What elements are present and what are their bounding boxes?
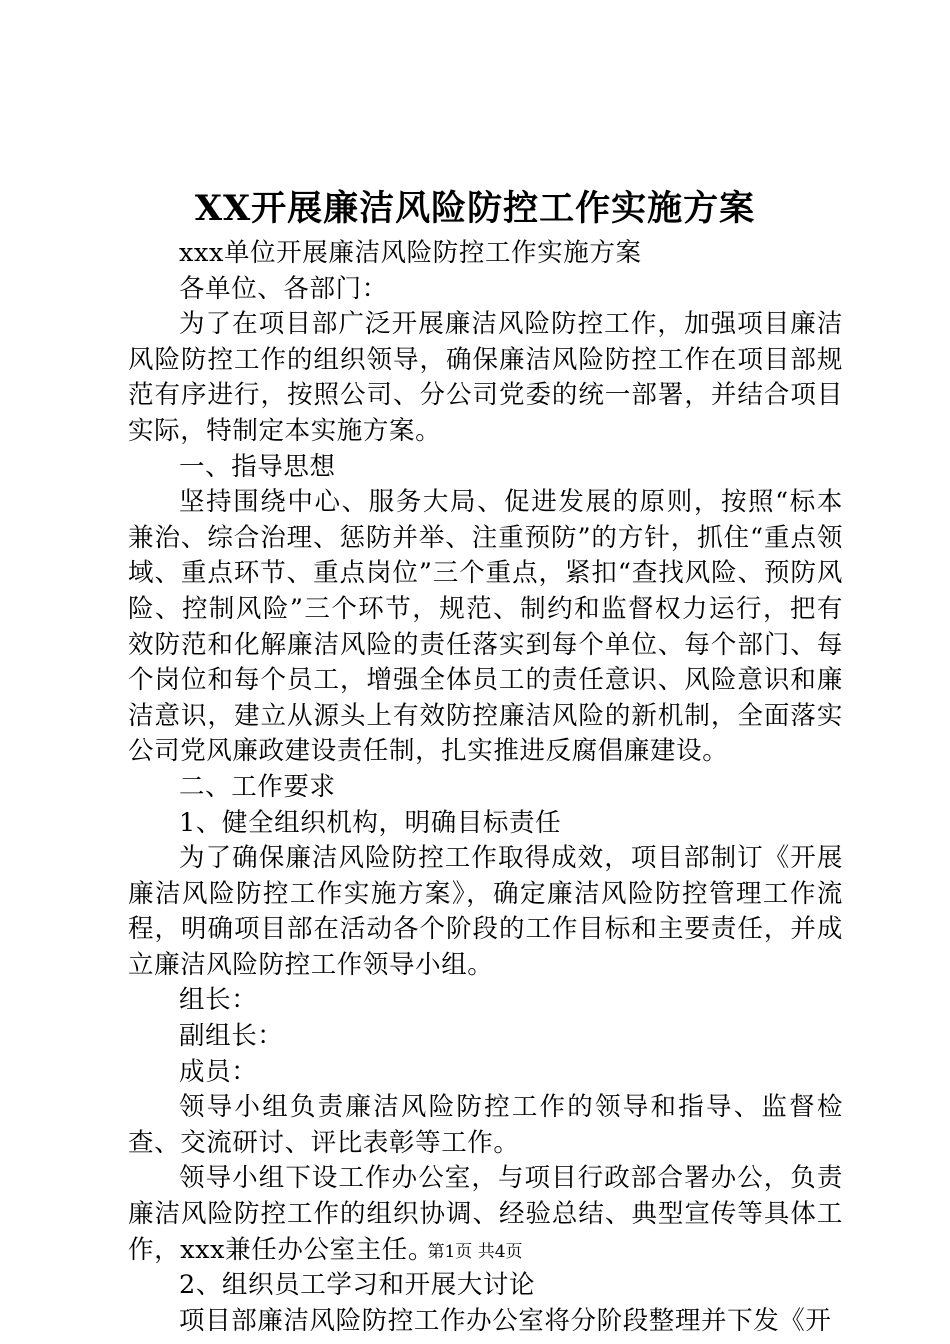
paragraph-leading-group-duty: 领导小组负责廉洁风险防控工作的领导和指导、监督检查、交流研讨、评比表彰等工作。 [128, 1092, 843, 1158]
paragraph-study-discussion: 项目部廉洁风险防控工作办公室将分阶段整理并下发《开 [179, 1305, 832, 1336]
subheading-study-discussion: 2、组织员工学习和开展大讨论 [179, 1270, 536, 1301]
paragraph-deputy-leader: 副组长： [179, 1021, 284, 1052]
document-title: XX开展廉洁风险防控工作实施方案 [194, 188, 756, 229]
paragraph-guiding-thought: 坚持围绕中心、服务大局、促进发展的原则，按照“标本兼治、综合治理、惩防并举、注重预防”的方针，抓住“重点领域、重点环节、重点岗位”三个重点，紧扣“查找风险、预防风险、控制风险”三个环节，规范、制约和监督权力运行，把有效防范和化解廉洁风险的责任落实到每个单位、每个部门、每个岗位和每个员工，增强全体员工的责任意识、风险意识和廉洁意识，建立从源头上有效防控廉洁风险的新机制，全面落实公司党风廉政建设责任制，扎实推进反腐倡廉建设。 [128, 487, 843, 767]
paragraph-salutation: 各单位、各部门： [179, 273, 388, 304]
section-heading-work-requirements: 二、工作要求 [179, 771, 336, 802]
subheading-organization: 1、健全组织机构，明确目标责任 [179, 807, 562, 838]
document-body [128, 236, 843, 1339]
paragraph-members: 成员： [179, 1056, 258, 1087]
paragraph-unit-title: xxx单位开展廉洁风险防控工作实施方案 [179, 238, 642, 268]
paragraph-organization: 为了确保廉洁风险防控工作取得成效，项目部制订《开展廉洁风险防控工作实施方案》，确定廉洁风险防控管理工作流程，明确项目部在活动各个阶段的工作目标和主要责任，并成立廉洁风险防控工作领导小组。 [128, 843, 843, 980]
section-heading-guiding-thought: 一、指导思想 [179, 451, 336, 482]
paragraph-office: 领导小组下设工作办公室，与项目行政部合署办公，负责廉洁风险防控工作的组织协调、经验总结、典型宣传等具体工作，xxx兼任办公室主任。 [128, 1163, 843, 1265]
paragraph-intro: 为了在项目部广泛开展廉洁风险防控工作，加强项目廉洁风险防控工作的组织领导，确保廉洁风险防控工作在项目部规范有序进行，按照公司、分公司党委的统一部署，并结合项目实际，特制定本实施方案。 [128, 309, 843, 446]
paragraph-group-leader: 组长： [179, 985, 258, 1016]
page-number-footer: 第1页 共4页 [427, 1242, 523, 1262]
